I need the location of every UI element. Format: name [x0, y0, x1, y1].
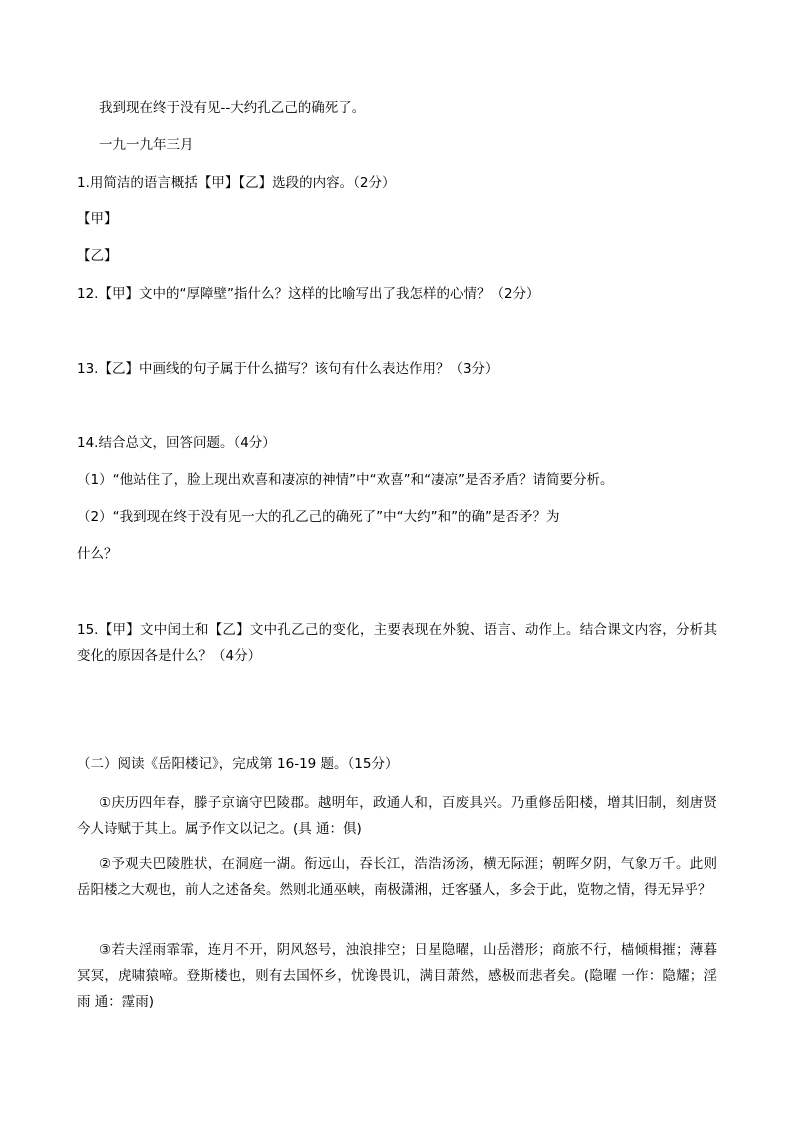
question-13: 13.【乙】中画线的句子属于什么描写？该句有什么表达作用？（3分）: [77, 361, 499, 377]
question-12: 12.【甲】文中的“厚障壁”指什么？这样的比喻写出了我怎样的心情？（2分）: [77, 286, 540, 302]
question-11-label-b: 【乙】: [77, 248, 118, 264]
question-14: 14.结合总文，回答问题。（4分）: [77, 435, 276, 451]
question-14-sub-2-line-1: （2）“我到现在终于没有见一大的孔乙己的确死了”中“大约”和”的确”是否矛？为: [77, 509, 560, 525]
passage-last-line: 我到现在终于没有见--大约孔乙己的确死了。: [99, 100, 366, 116]
paragraph-1: ①庆历四年春，滕子京谪守巴陵郡。越明年，政通人和，百废具兴。乃重修岳阳楼，增其旧制，刻唐贤今人诗赋于其上。属予作文以记之。(具 通：俱): [77, 795, 717, 837]
section-2-heading: （二）阅读《岳阳楼记》，完成第 16-19 题。（15分）: [77, 756, 399, 772]
question-14-sub-1: （1）“他站住了，脸上现出欢喜和凄凉的神情”中“欢喜”和“凄凉”是否矛盾？请简要分析。: [77, 472, 614, 488]
question-11-label-a: 【甲】: [77, 211, 118, 227]
paragraph-3: ③若夫淫雨霏霏，连月不开，阴风怒号，浊浪排空；日星隐曜，山岳潜形；商旅不行，樯倾楫摧；薄暮冥冥，虎啸猿啼。登斯楼也，则有去国怀乡，忧谗畏讥，满目萧然，感极而悲者矣。(隐曜 一作：隐耀；淫雨 通：霪雨): [77, 942, 717, 1010]
question-11: 1.用简洁的语言概括【甲】【乙】选段的内容。（2分）: [77, 175, 396, 191]
question-15: 15.【甲】文中闰土和【乙】文中孔乙己的变化，主要表现在外貌、语言、动作上。结合课文内容，分析其变化的原因各是什么？（4分）: [77, 622, 717, 664]
question-14-sub-2-line-2: 什么？: [77, 546, 118, 562]
paragraph-2: ②予观夫巴陵胜状，在洞庭一湖。衔远山，吞长江，浩浩汤汤，横无际涯；朝晖夕阴，气象万千。此则岳阳楼之大观也，前人之述备矣。然则北通巫峡，南极潇湘，迁客骚人，多会于此，览物之情，得无异乎？: [77, 856, 717, 898]
passage-date: 一九一九年三月: [99, 137, 194, 153]
